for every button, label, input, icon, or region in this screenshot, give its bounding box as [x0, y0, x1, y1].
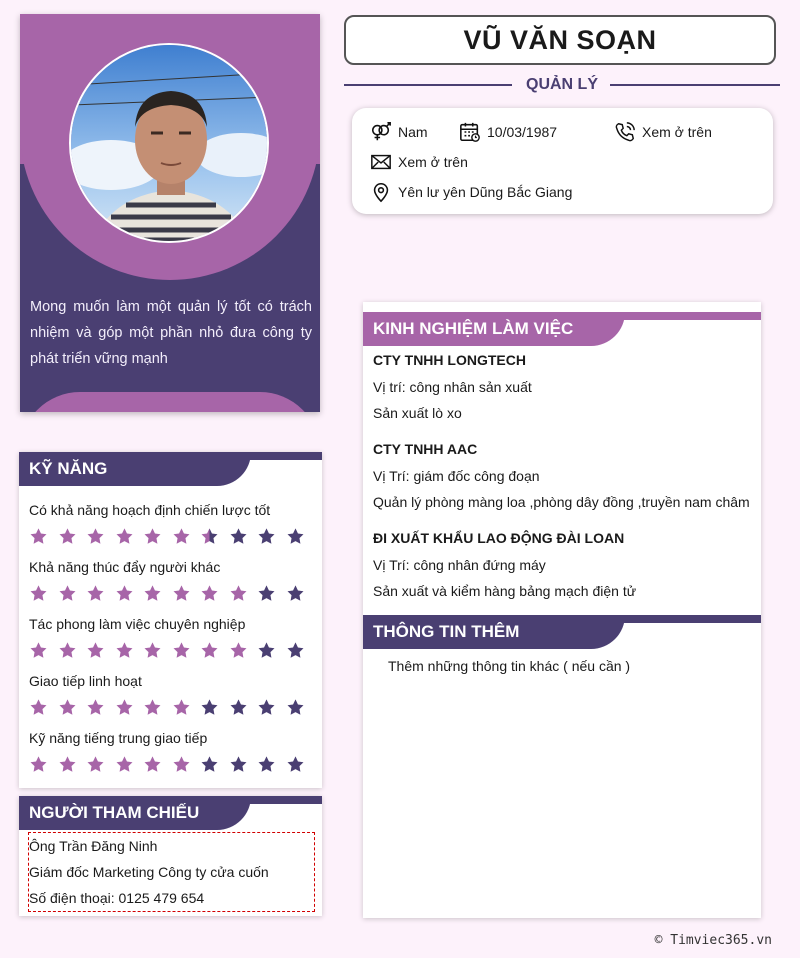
references-heading: NGƯỜI THAM CHIẾU [29, 803, 200, 822]
star-icon [172, 584, 191, 603]
star-icon [229, 698, 248, 717]
star-icon [29, 755, 48, 774]
skill-name: Giao tiếp linh hoạt [29, 673, 142, 689]
star-icon [229, 584, 248, 603]
star-icon [257, 527, 276, 546]
star-icon [172, 527, 191, 546]
star-icon [115, 584, 134, 603]
experience-header [363, 312, 761, 346]
star-icon [86, 527, 105, 546]
experience-company: CTY TNHH LONGTECH [373, 352, 526, 368]
star-icon [143, 584, 162, 603]
star-icon [86, 755, 105, 774]
star-icon [286, 527, 305, 546]
experience-company: ĐI XUẤT KHẨU LAO ĐỘNG ĐÀI LOAN [373, 530, 625, 546]
experience-position: Vị Trí: công nhân đứng máy [373, 557, 546, 573]
skill-rating [29, 527, 305, 546]
star-icon [86, 698, 105, 717]
skill-rating [29, 641, 305, 660]
star-icon [200, 641, 219, 660]
star-icon [200, 527, 219, 546]
reference-details[interactable] [28, 832, 315, 912]
skill-rating [29, 755, 305, 774]
star-icon [86, 641, 105, 660]
star-icon [115, 698, 134, 717]
extra-info-heading: THÔNG TIN THÊM [373, 622, 520, 641]
star-icon [286, 641, 305, 660]
star-icon [172, 755, 191, 774]
references-header [19, 796, 322, 830]
experience-description: Quản lý phòng màng loa ,phòng dây đồng ,truyền nam châm [373, 494, 750, 510]
star-icon [286, 584, 305, 603]
profile-card [20, 14, 320, 412]
star-icon [58, 584, 77, 603]
star-icon [257, 641, 276, 660]
avatar-photo [71, 45, 269, 243]
references-section [19, 796, 322, 916]
star-icon [200, 698, 219, 717]
contact-gender: Nam [370, 121, 428, 143]
contact-birthday: 10/03/1987 [459, 121, 557, 143]
star-icon [29, 527, 48, 546]
skill-name: Khả năng thúc đẩy người khác [29, 559, 221, 575]
star-icon [58, 755, 77, 774]
avatar[interactable] [69, 43, 269, 243]
star-icon [229, 527, 248, 546]
contact-email[interactable]: Xem ở trên [370, 151, 468, 173]
star-icon [286, 755, 305, 774]
phone-icon [614, 121, 636, 143]
star-icon [229, 641, 248, 660]
star-icon [115, 755, 134, 774]
star-icon [115, 527, 134, 546]
contact-phone[interactable]: Xem ở trên [614, 121, 712, 143]
reference-name: Ông Trần Đăng Ninh [29, 838, 158, 854]
star-icon [143, 698, 162, 717]
skill-name: Kỹ năng tiếng trung giao tiếp [29, 730, 208, 746]
star-icon [58, 527, 77, 546]
gender-icon [370, 121, 392, 143]
skills-heading: KỸ NĂNG [29, 459, 108, 478]
experience-section [363, 302, 761, 918]
star-icon [257, 755, 276, 774]
reference-phone: Số điện thoại: 0125 479 654 [29, 890, 205, 906]
job-title: QUẢN LÝ [516, 76, 608, 93]
full-name: VŨ VĂN SOẠN [344, 15, 776, 65]
experience-position: Vị Trí: giám đốc công đoạn [373, 468, 540, 484]
experience-item [373, 352, 532, 426]
star-icon [143, 641, 162, 660]
experience-company: CTY TNHH AAC [373, 441, 478, 457]
star-icon [29, 641, 48, 660]
reference-position: Giám đốc Marketing Công ty cửa cuốn [29, 864, 269, 880]
contact-address: Yên lư yên Dũng Bắc Giang [370, 181, 572, 203]
star-icon [86, 584, 105, 603]
star-icon [58, 698, 77, 717]
experience-description: Sản xuất và kiểm hàng bảng mạch điện tử [373, 583, 637, 599]
star-icon [172, 641, 191, 660]
star-icon [29, 584, 48, 603]
star-icon [257, 584, 276, 603]
star-icon [143, 527, 162, 546]
star-icon [29, 698, 48, 717]
star-icon [58, 641, 77, 660]
experience-position: Vị trí: công nhân sản xuất [373, 379, 532, 395]
footer-copyright: © Timviec365.vn [654, 933, 772, 948]
skill-rating [29, 698, 305, 717]
job-title-row [344, 74, 780, 96]
extra-info-header [363, 615, 761, 649]
contact-box [352, 108, 773, 214]
skills-header [19, 452, 322, 486]
star-icon [229, 755, 248, 774]
star-icon [257, 698, 276, 717]
experience-description: Sản xuất lò xo [373, 405, 462, 421]
skill-name: Có khả năng hoạch định chiến lược tốt [29, 502, 271, 518]
location-pin-icon [370, 181, 392, 203]
star-icon [115, 641, 134, 660]
star-icon [286, 698, 305, 717]
extra-info-text[interactable]: Thêm những thông tin khác ( nếu cần ) [388, 658, 631, 674]
star-icon [143, 755, 162, 774]
star-icon [172, 698, 191, 717]
email-icon [370, 151, 392, 173]
experience-heading: KINH NGHIỆM LÀM VIỆC [373, 319, 574, 338]
skill-rating [29, 584, 305, 603]
experience-item [373, 441, 750, 515]
skill-name: Tác phong làm việc chuyên nghiệp [29, 616, 246, 632]
skills-section [19, 452, 322, 788]
calendar-icon [459, 121, 481, 143]
career-objective: Mong muốn làm một quản lý tốt có trách nhiệm và góp một phần nhỏ đưa công ty phát triển vững mạnh [30, 299, 312, 367]
experience-item [373, 530, 636, 604]
star-icon [200, 755, 219, 774]
star-icon [200, 584, 219, 603]
